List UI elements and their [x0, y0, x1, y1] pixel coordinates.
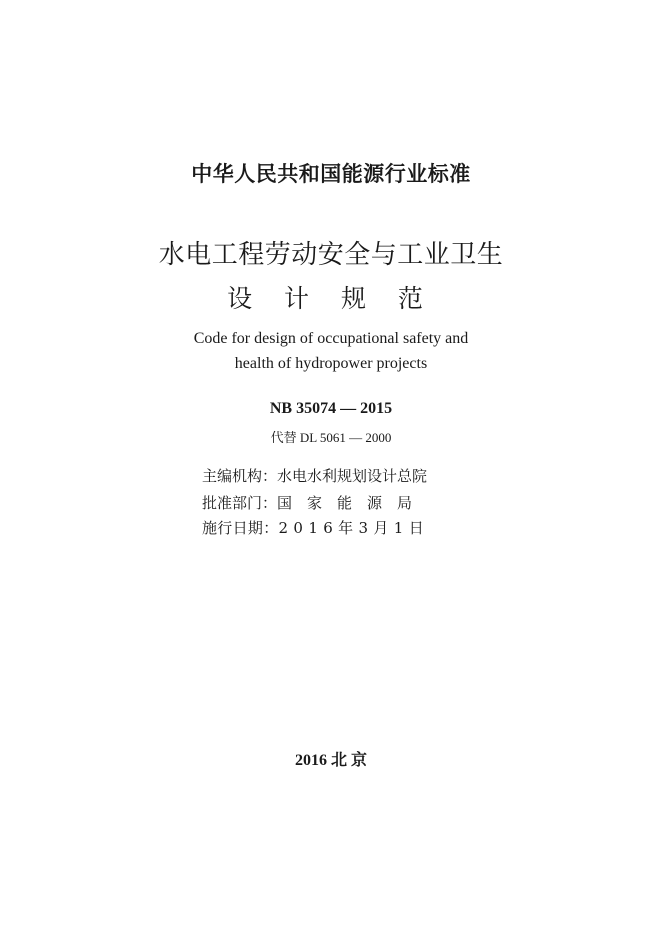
- english-title-line-2: health of hydropower projects: [234, 355, 428, 372]
- standard-code: NB 35074 — 2015: [269, 400, 393, 417]
- approved-by: 批准部门：国 家 能 源 局: [202, 494, 413, 512]
- effective-date: 施行日期：2 0 1 6 年 3 月 1 日: [202, 519, 425, 537]
- english-title-line-1: Code for design of occupational safety and: [193, 330, 469, 347]
- chief-editor: 主编机构：水电水利规划设计总院: [202, 467, 428, 485]
- title-line-1: 水电工程劳动安全与工业卫生: [158, 240, 504, 270]
- publication-year-place: 2016 北 京: [294, 752, 367, 769]
- title-line-2: 设 计 规 范: [227, 284, 435, 313]
- standard-category: 中华人民共和国能源行业标准: [191, 162, 471, 186]
- replaces-standard: 代替 DL 5061 — 2000: [270, 430, 392, 445]
